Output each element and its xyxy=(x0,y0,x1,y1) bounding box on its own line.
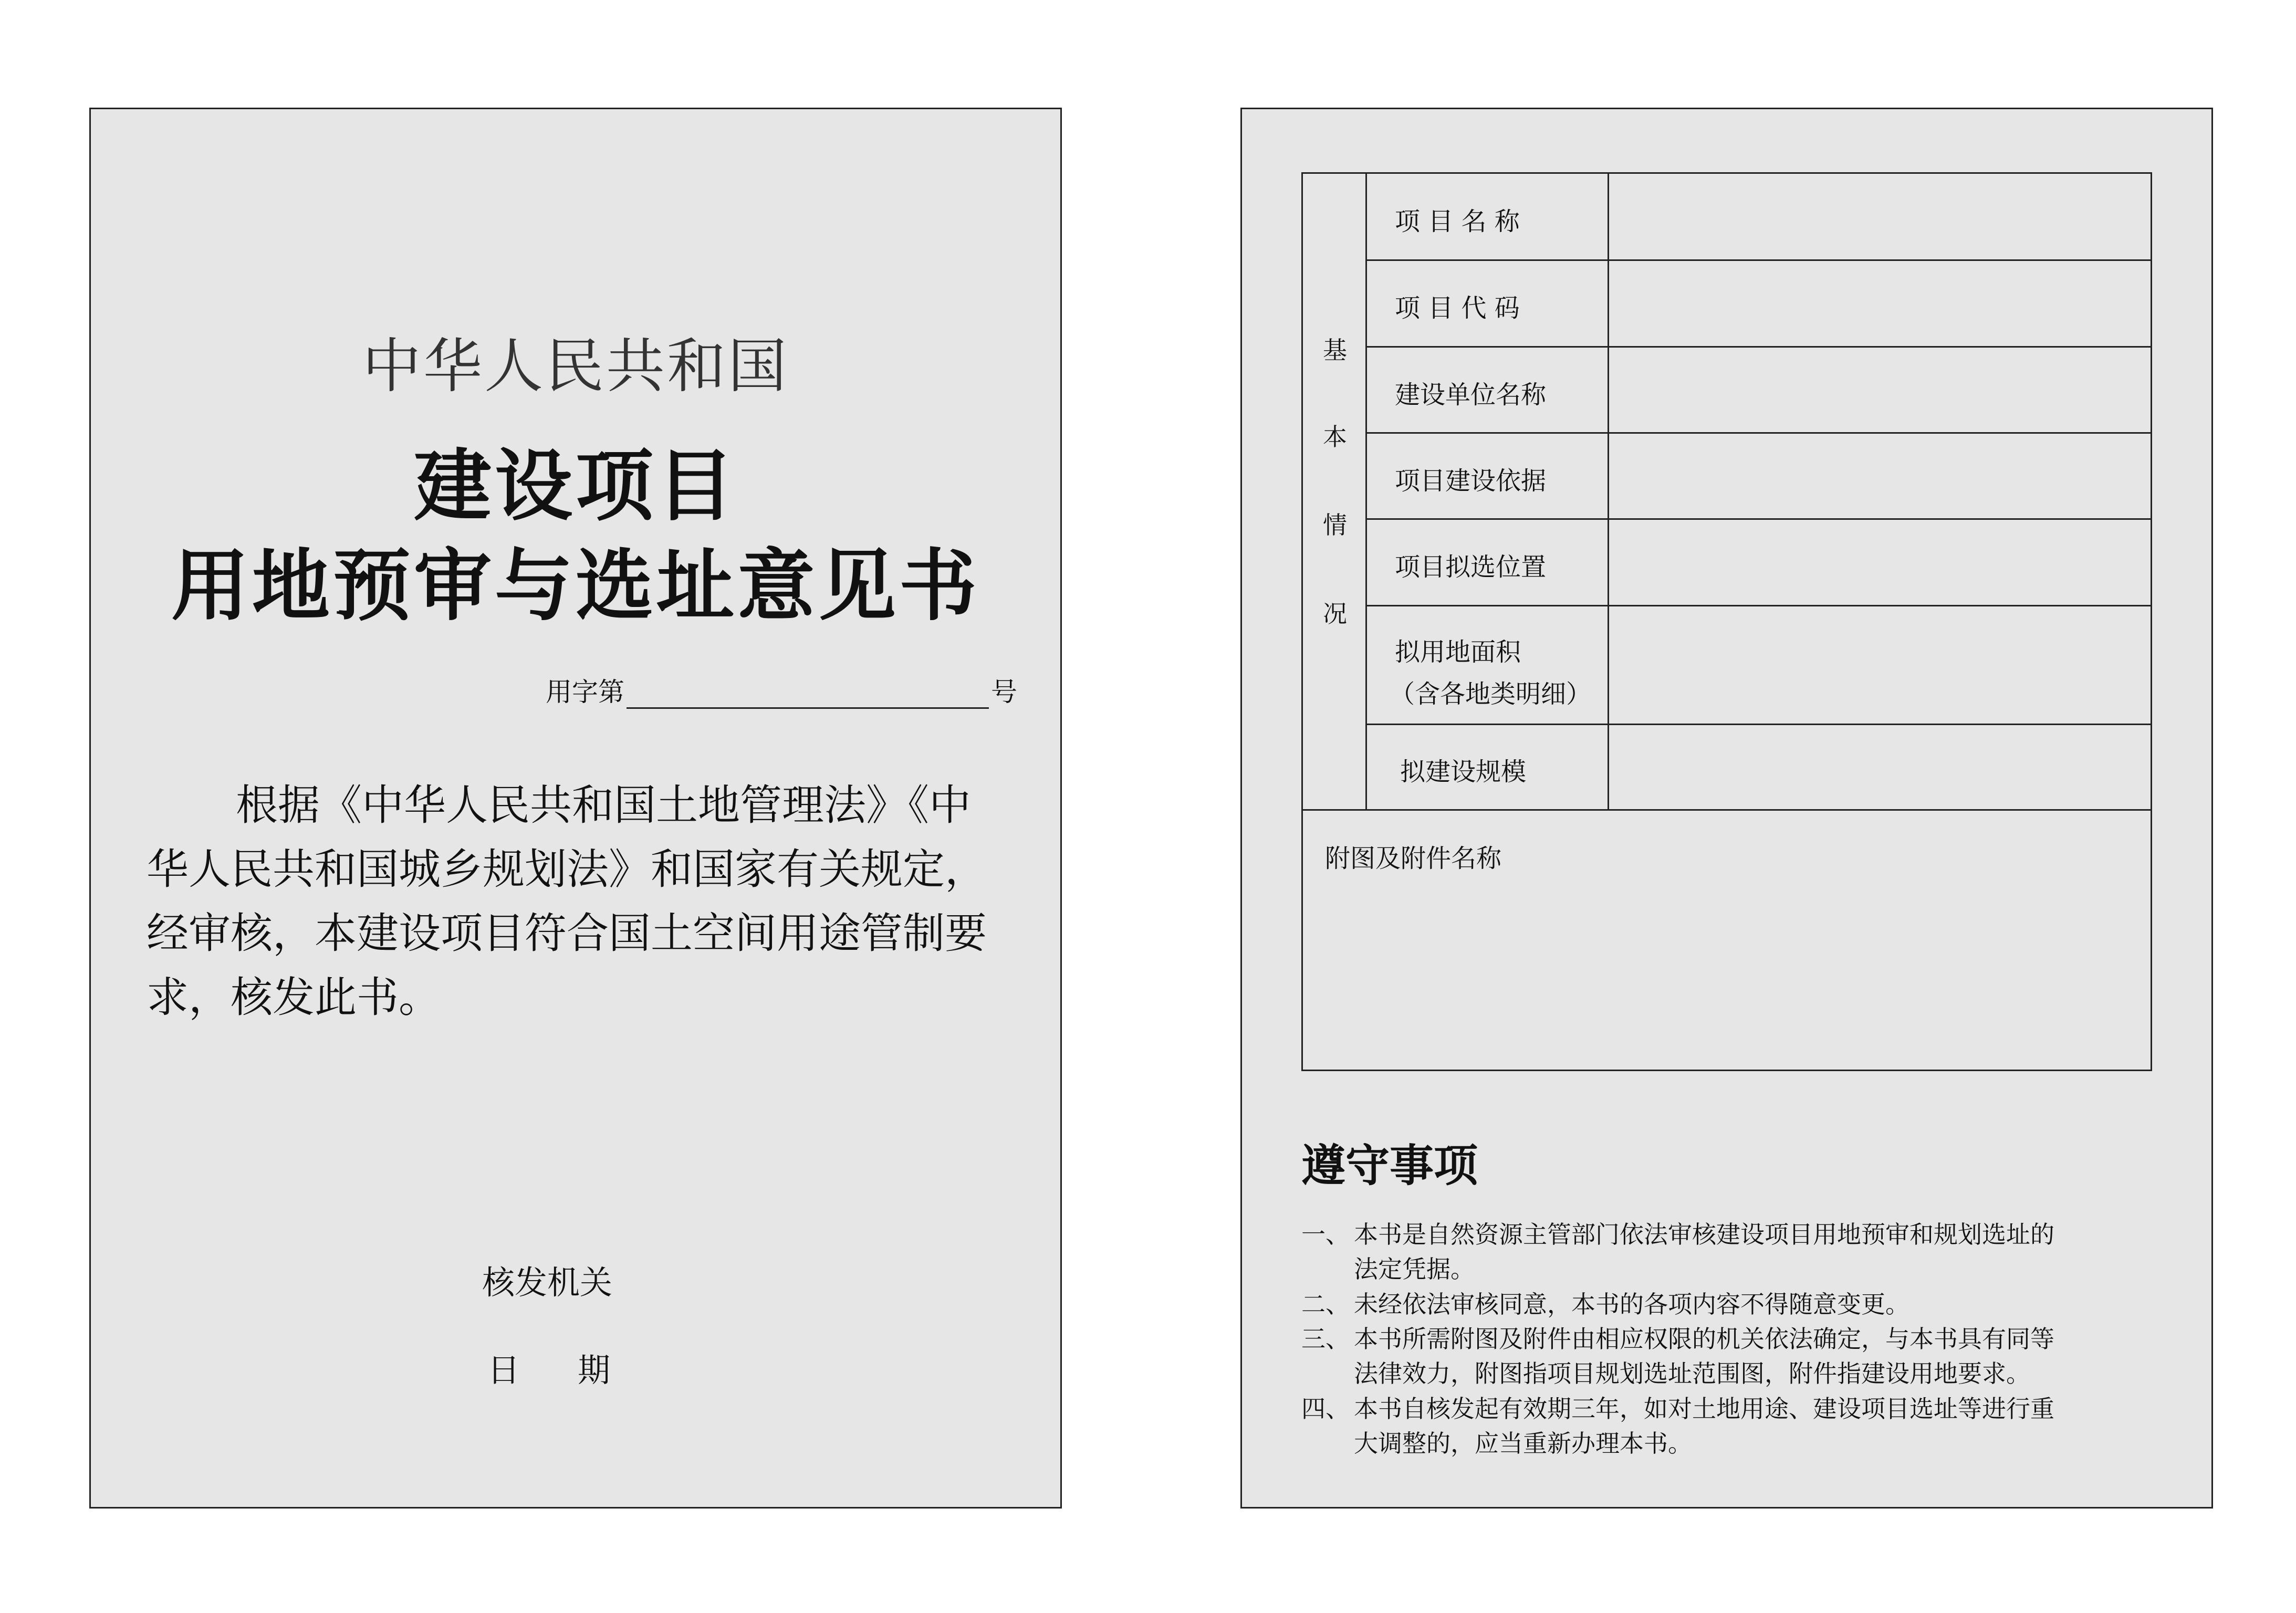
proposed-location-label: 项目拟选位置 xyxy=(1395,552,1547,582)
basic-info-form xyxy=(1301,172,2152,1071)
section-label-char-1: 基 xyxy=(1323,336,1347,364)
document-title-line-2: 用地预审与选址意见书 xyxy=(171,541,980,631)
note-text: 本书自核发起有效期三年，如对土地用途、建设项目选址等进行重 xyxy=(1354,1395,2054,1423)
project-basis-label: 项目建设依据 xyxy=(1395,466,1547,496)
land-area-value[interactable] xyxy=(1609,606,2151,724)
date-label xyxy=(487,1344,610,1391)
note-text: 未经依法审核同意，本书的各项内容不得随意变更。 xyxy=(1354,1290,1909,1318)
note-item xyxy=(1301,1391,2163,1461)
note-text-continued: 大调整的，应当重新办理本书。 xyxy=(1354,1429,1692,1458)
project-code-label: 项 目 代 码 xyxy=(1395,294,1520,323)
note-text-continued: 法定凭据。 xyxy=(1354,1255,1475,1283)
attachments-divider xyxy=(1303,809,2151,811)
project-name-value[interactable] xyxy=(1609,174,2151,259)
note-item xyxy=(1301,1287,2163,1322)
statement-line-2: 华人民共和国城乡规划法》和国家有关规定， xyxy=(147,845,987,894)
note-text: 本书所需附图及附件由相应权限的机关依法确定，与本书具有同等 xyxy=(1354,1325,2054,1353)
details-page xyxy=(1240,108,2213,1509)
issuing-authority-label: 核发机关 xyxy=(482,1263,613,1302)
land-area-sublabel: （含各地类明细） xyxy=(1390,679,1592,709)
cover-page xyxy=(89,108,1062,1509)
date-label-2: 期 xyxy=(578,1351,611,1389)
note-number: 四、 xyxy=(1301,1395,1350,1423)
project-code-value[interactable] xyxy=(1609,261,2151,346)
document-number-prefix: 用字第 xyxy=(546,677,624,707)
document-title-line-1: 建设项目 xyxy=(414,441,737,531)
section-divider xyxy=(1365,174,1367,810)
developer-name-label: 建设单位名称 xyxy=(1395,380,1547,410)
document-number-suffix: 号 xyxy=(991,677,1017,707)
section-label-char-3: 情 xyxy=(1323,511,1347,539)
note-text: 本书是自然资源主管部门依法审核建设项目用地预审和规划选址的 xyxy=(1354,1220,2054,1249)
date-label-1: 日 xyxy=(487,1351,520,1389)
note-number: 一、 xyxy=(1301,1220,1350,1249)
country-name: 中华人民共和国 xyxy=(362,332,789,401)
notes-title: 遵守事项 xyxy=(1301,1140,1478,1191)
project-basis-value[interactable] xyxy=(1609,434,2151,518)
attachments-label: 附图及附件名称 xyxy=(1325,844,1502,873)
note-item xyxy=(1301,1217,2163,1286)
developer-name-value[interactable] xyxy=(1609,348,2151,432)
proposed-location-value[interactable] xyxy=(1609,520,2151,605)
note-text-continued: 法律效力，附图指项目规划选址范围图，附件指建设用地要求。 xyxy=(1354,1359,2030,1388)
construction-scale-value[interactable] xyxy=(1609,725,2151,809)
section-label-char-2: 本 xyxy=(1323,423,1347,451)
section-label-char-4: 况 xyxy=(1323,600,1347,628)
note-item xyxy=(1301,1322,2163,1391)
construction-scale-label: 拟建设规模 xyxy=(1400,757,1527,787)
note-number: 二、 xyxy=(1301,1290,1350,1318)
statement-line-4: 求，核发此书。 xyxy=(147,973,441,1022)
note-number: 三、 xyxy=(1301,1325,1350,1353)
document-number xyxy=(546,671,1017,709)
land-area-label: 拟用地面积 xyxy=(1395,637,1521,667)
statement-line-3: 经审核，本建设项目符合国土空间用途管制要 xyxy=(147,909,987,958)
project-name-label: 项 目 名 称 xyxy=(1395,207,1520,236)
statement-text xyxy=(147,773,1008,1030)
document-number-blank[interactable] xyxy=(627,678,989,709)
statement-line-1: 根据《中华人民共和国土地管理法》《中 xyxy=(236,781,971,830)
